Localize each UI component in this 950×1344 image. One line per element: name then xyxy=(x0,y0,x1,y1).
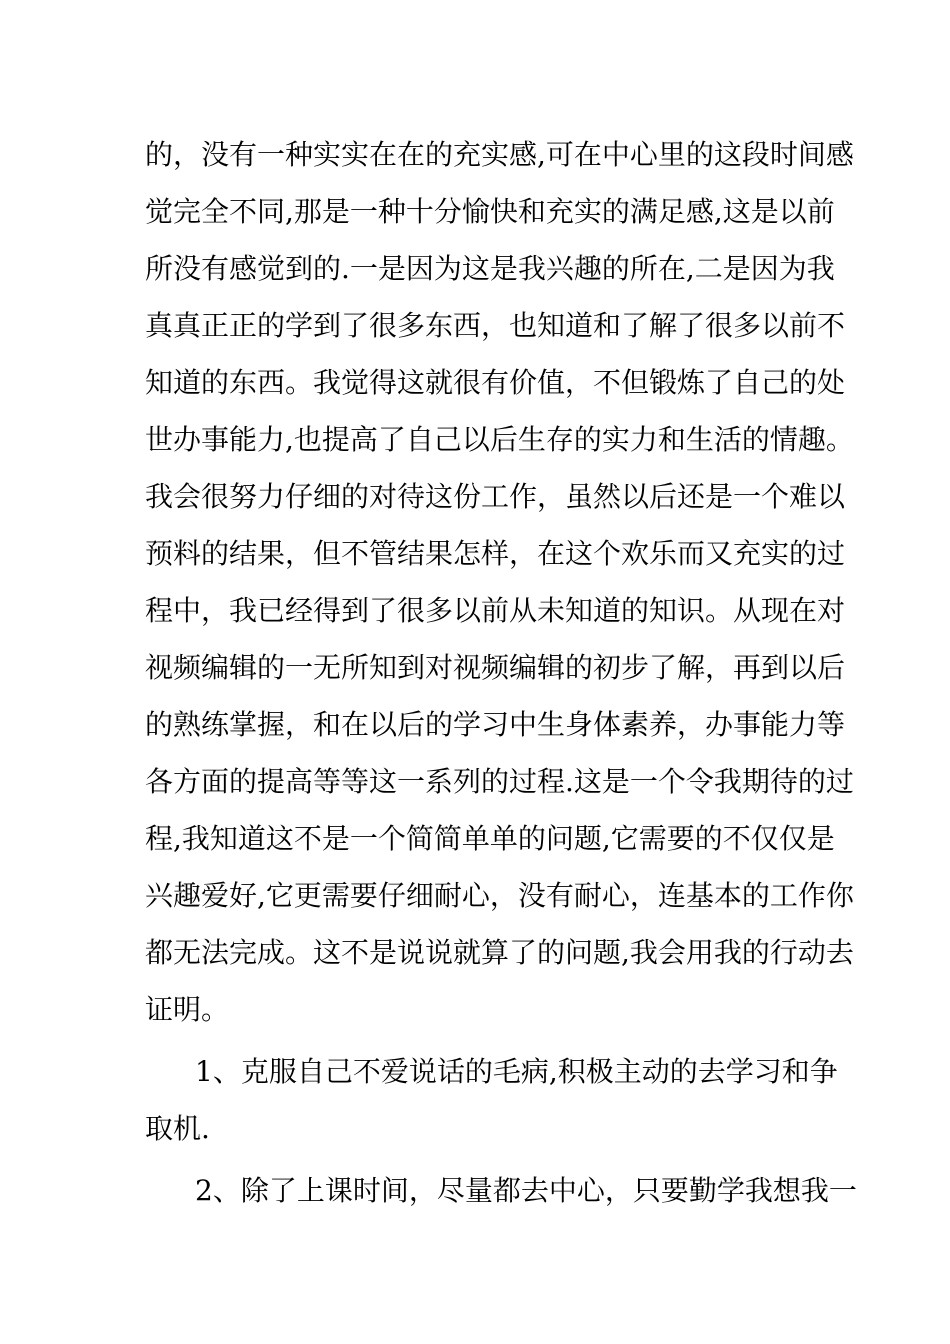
text-line: 各方面的提高等等这一系列的过程.这是一个令我期待的过 xyxy=(145,765,854,798)
text-line: 所没有感觉到的.一是因为这是我兴趣的所在,二是因为我 xyxy=(145,252,835,285)
text-line: 程中，我已经得到了很多以前从未知道的知识。从现在对 xyxy=(145,594,846,627)
list-item-1-line: 取机. xyxy=(145,1112,210,1145)
text-line: 的熟练掌握，和在以后的学习中生身体素养，办事能力等 xyxy=(145,708,846,741)
text-line: 证明。 xyxy=(145,993,230,1026)
text-line: 兴趣爱好,它更需要仔细耐心，没有耐心，连基本的工作你 xyxy=(145,879,854,912)
text-line: 觉完全不同,那是一种十分愉快和充实的满足感,这是以前 xyxy=(145,195,835,228)
text-line: 的，没有一种实实在在的充实感,可在中心里的这段时间感 xyxy=(145,138,854,171)
text-line: 程,我知道这不是一个简简单单的问题,它需要的不仅仅是 xyxy=(145,822,835,855)
document-body xyxy=(145,126,857,1219)
text-line: 视频编辑的一无所知到对视频编辑的初步了解，再到以后 xyxy=(145,651,846,684)
text-line: 预料的结果，但不管结果怎样，在这个欢乐而又充实的过 xyxy=(145,537,846,570)
list-item-1-line: 1、克服自己不爱说话的毛病,积极主动的去学习和争 xyxy=(195,1055,838,1088)
text-line: 世办事能力,也提高了自己以后生存的实力和生活的情趣。 xyxy=(145,423,854,456)
text-line: 知道的东西。我觉得这就很有价值，不但锻炼了自己的处 xyxy=(145,366,846,399)
text-line: 都无法完成。这不是说说就算了的问题,我会用我的行动去 xyxy=(145,936,854,969)
text-line: 我会很努力仔细的对待这份工作，虽然以后还是一个难以 xyxy=(145,480,846,513)
text-line: 真真正正的学到了很多东西，也知道和了解了很多以前不 xyxy=(145,309,846,342)
list-item-2-line: 2、除了上课时间，尽量都去中心，只要勤学我想我一 xyxy=(195,1174,857,1207)
